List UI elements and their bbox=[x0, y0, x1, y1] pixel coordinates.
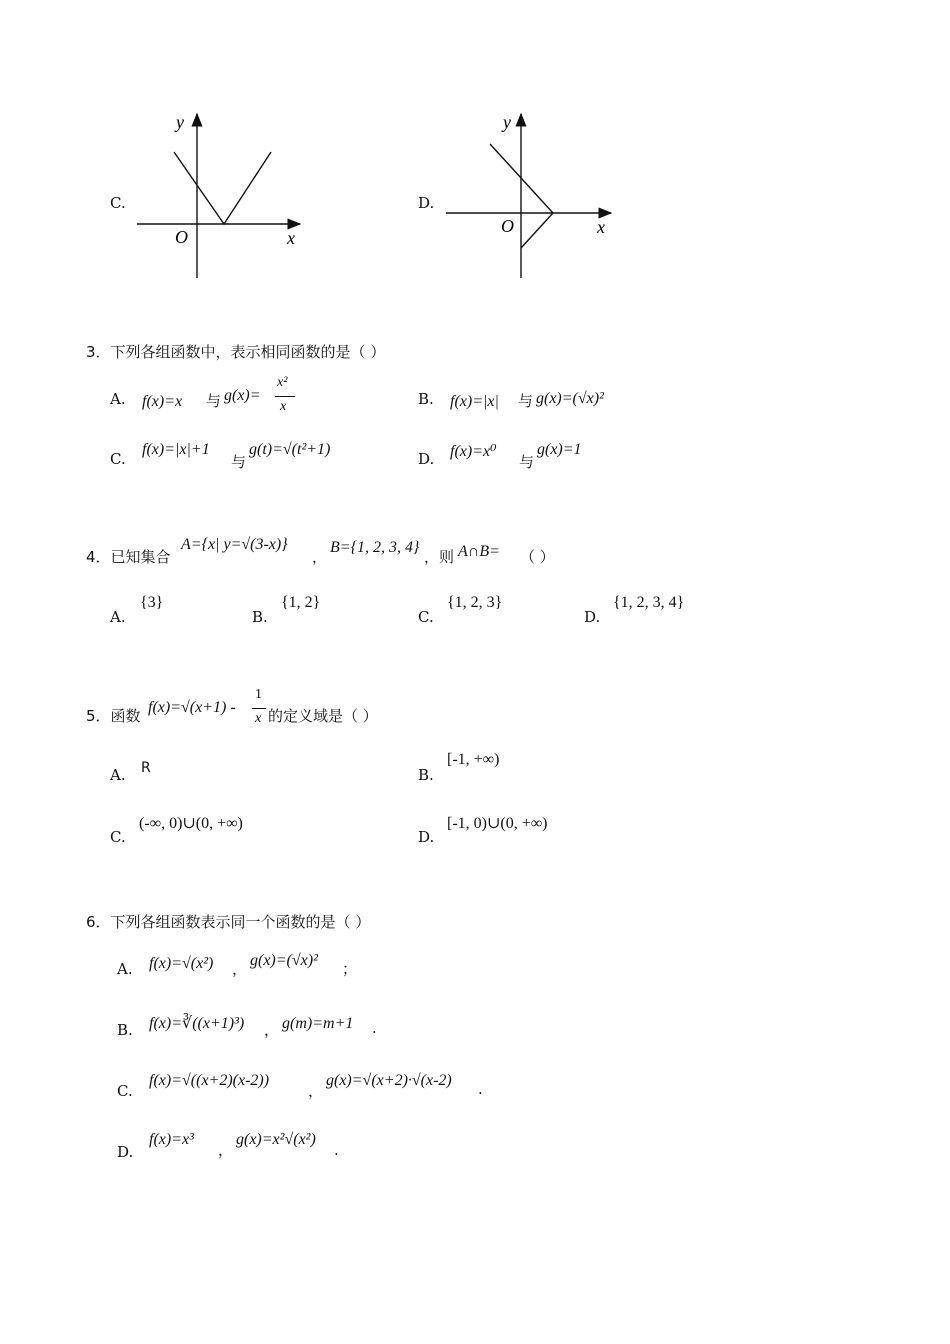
q6-d-f: f(x)=x³ bbox=[149, 1131, 194, 1148]
q5-option-b-value: [-1, +∞) bbox=[447, 751, 500, 768]
q6-a-sep: ， bbox=[232, 960, 248, 978]
q5-option-b-label: B. bbox=[418, 766, 434, 784]
q6-c-end: . bbox=[478, 1080, 483, 1098]
q3-c-g: g(t)=√(t²+1) bbox=[249, 441, 331, 458]
q5-option-d-label: D. bbox=[418, 828, 435, 846]
q6-b-end: . bbox=[372, 1019, 377, 1037]
q5-frac-denominator: x bbox=[255, 711, 262, 726]
graph-c bbox=[130, 108, 320, 283]
q6-b-f: f(x)=∛((x+1)³) bbox=[149, 1015, 245, 1032]
q3-a-denominator: x bbox=[280, 399, 287, 414]
q6-option-d-label: D. bbox=[117, 1143, 134, 1161]
q3-a-numerator: x² bbox=[277, 375, 288, 390]
q3-option-a-label: A. bbox=[110, 390, 126, 408]
y-axis-label: y bbox=[503, 112, 511, 132]
graph-d bbox=[440, 108, 630, 283]
q4-option-c-label: C. bbox=[418, 608, 434, 626]
q6-c-sep: ， bbox=[308, 1082, 324, 1100]
q5-function: f(x)=√(x+1) - bbox=[148, 699, 236, 716]
q3-option-d-label: D. bbox=[418, 450, 435, 468]
v-shaped-curve bbox=[174, 152, 271, 224]
q4-blank: （ ） bbox=[520, 548, 555, 566]
q5-option-a-label: A. bbox=[110, 766, 126, 784]
q3-a-f: f(x)=x bbox=[142, 393, 183, 410]
x-axis-label: x bbox=[597, 217, 605, 237]
q5-stem-suffix: 的定义域是（ ） bbox=[268, 707, 378, 725]
q5-fraction-bar bbox=[252, 708, 266, 709]
q6-a-end: ； bbox=[342, 960, 358, 978]
q6-stem: 6．下列各组函数表示同一个函数的是（ ） bbox=[86, 913, 371, 931]
origin-label: O bbox=[175, 227, 188, 247]
q4-option-a-label: A. bbox=[110, 608, 126, 626]
q6-a-f: f(x)=√(x²) bbox=[149, 955, 214, 972]
q5-option-a-value: R bbox=[141, 760, 151, 776]
q5-option-c-value: (-∞, 0)∪(0, +∞) bbox=[139, 815, 243, 832]
q6-option-b-label: B. bbox=[117, 1021, 133, 1039]
q3-d-with: 与 bbox=[519, 453, 535, 471]
q6-d-g: g(x)=x²√(x²) bbox=[236, 1131, 316, 1148]
q3-a-fraction-bar bbox=[275, 396, 295, 397]
q4-option-a-value: {3} bbox=[140, 594, 164, 611]
q4-option-d-value: {1, 2, 3, 4} bbox=[613, 594, 685, 611]
q6-c-f: f(x)=√((x+2)(x-2)) bbox=[149, 1072, 270, 1089]
q6-b-g: g(m)=m+1 bbox=[282, 1015, 354, 1032]
origin-label: O bbox=[501, 216, 514, 236]
q3-b-f: f(x)=|x| bbox=[450, 393, 499, 410]
q3-b-with: 与 bbox=[518, 392, 534, 410]
q3-b-g: g(x)=(√x)² bbox=[536, 390, 604, 407]
option-d-label: D. bbox=[418, 194, 435, 212]
q3-stem: 3．下列各组函数中，表示相同函数的是（ ） bbox=[86, 343, 386, 361]
q4-expression: A∩B= bbox=[458, 543, 500, 560]
q4-set-a: A={x| y=√(3-x)} bbox=[181, 536, 288, 553]
q4-option-b-label: B. bbox=[252, 608, 268, 626]
q4-option-c-value: {1, 2, 3} bbox=[447, 594, 503, 611]
q5-option-d-value: [-1, 0)∪(0, +∞) bbox=[447, 815, 548, 832]
q6-option-a-label: A. bbox=[117, 960, 133, 978]
option-c-label: C. bbox=[110, 194, 126, 212]
q5-option-c-label: C. bbox=[110, 828, 126, 846]
q6-c-g: g(x)=√(x+2)·√(x-2) bbox=[326, 1072, 452, 1089]
q4-option-d-label: D. bbox=[584, 608, 601, 626]
q3-a-g: g(x)= bbox=[224, 387, 261, 404]
q6-b-sep: ， bbox=[264, 1021, 280, 1039]
q3-c-f: f(x)=|x|+1 bbox=[142, 441, 210, 458]
q4-separator: ， bbox=[312, 548, 328, 566]
q6-a-g: g(x)=(√x)² bbox=[250, 952, 318, 969]
q3-d-g: g(x)=1 bbox=[537, 441, 582, 458]
q3-c-with: 与 bbox=[231, 453, 247, 471]
q5-frac-numerator: 1 bbox=[255, 687, 262, 702]
q4-option-b-value: {1, 2} bbox=[281, 594, 321, 611]
y-axis-label: y bbox=[176, 112, 184, 132]
q4-set-b: B={1, 2, 3, 4} bbox=[330, 539, 420, 556]
x-axis-label: x bbox=[287, 228, 295, 248]
q4-stem-prefix: 4．已知集合 bbox=[86, 548, 171, 566]
q4-stem-then: ，则 bbox=[424, 548, 455, 566]
q5-stem-prefix: 5．函数 bbox=[86, 707, 141, 725]
q3-option-c-label: C. bbox=[110, 450, 126, 468]
q6-d-end: . bbox=[334, 1141, 339, 1159]
q3-a-with: 与 bbox=[206, 392, 222, 410]
q3-d-f: f(x)=x⁰ bbox=[450, 443, 497, 460]
q3-option-b-label: B. bbox=[418, 390, 434, 408]
q6-d-sep: ， bbox=[218, 1141, 234, 1159]
q6-option-c-label: C. bbox=[117, 1082, 133, 1100]
